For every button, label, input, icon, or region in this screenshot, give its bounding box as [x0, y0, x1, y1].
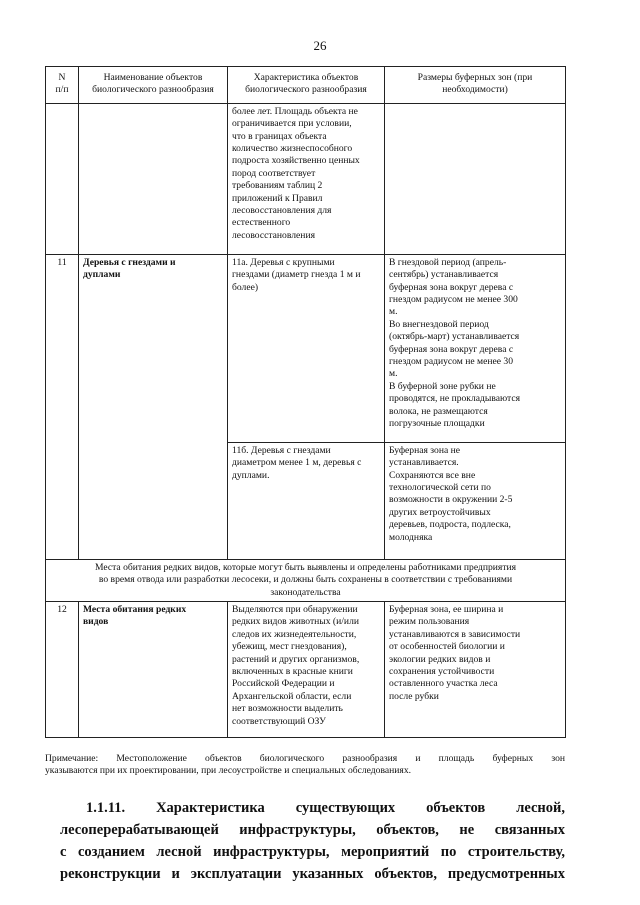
cell-characteristic: Выделяются при обнаружении редких видов животных (и/или следов их жизнедеятельности, убежищ, мест гнездования), растений и других организмов, включенных в красные книги Российской Федерации и Архангельской области, если нет возможности выделить соответствующий ОЗУ: [228, 602, 385, 738]
section-heading: [60, 797, 565, 885]
cell-characteristic: 11а. Деревья с крупными гнездами (диаметр гнезда 1 м и более): [228, 254, 385, 442]
cell-num: 11: [46, 254, 79, 559]
cell-num: [46, 103, 79, 254]
header-num: N п/п: [46, 67, 79, 104]
note-line: Примечание: Местоположение объектов биологического разнообразия и площадь буферных зон: [45, 753, 565, 764]
cell-characteristic: 11б. Деревья с гнездами диаметром менее 1 м, деревья с дуплами.: [228, 442, 385, 559]
cell-buffer: Буферная зона, ее ширина и режим пользования устанавливаются в зависимости от особенностей биологии и экологии редких видов и сохранения устойчивости оставленного участка леса после рубки: [385, 602, 566, 738]
cell-buffer: [385, 103, 566, 254]
biodiversity-table: [45, 66, 566, 738]
heading-line: реконструкции и эксплуатации указанных объектов, предусмотренных: [60, 866, 565, 882]
table-section-row: [46, 559, 566, 601]
header-buffer: Размеры буферных зон (при необходимости): [385, 67, 566, 104]
cell-buffer: Буферная зона не устанавливается. Сохраняются все вне технологической сети по возможности в окружении 2-5 других ветроустойчивых деревьев, подроста, подлеска, молодняка: [385, 442, 566, 559]
section-row-text: Места обитания редких видов, которые могут быть выявлены и определены работниками предприятия во время отвода или разработки лесосеки, и должны быть сохранены в соответствии с требованиями законодательства: [46, 559, 566, 601]
table-note: [45, 753, 565, 778]
note-line: указываются при их проектировании, при лесоустройстве и специальных обследованиях.: [45, 765, 412, 777]
table-row: [46, 103, 566, 254]
page-number: 26: [313, 38, 327, 53]
cell-name: [79, 103, 228, 254]
cell-name: Места обитания редких видов: [79, 602, 228, 738]
table-row: [46, 602, 566, 738]
heading-line: с созданием лесной инфраструктуры, мероприятий по строительству,: [60, 844, 565, 860]
cell-buffer: В гнездовой период (апрель- сентябрь) устанавливается буферная зона вокруг дерева с гнездом радиусом не менее 300 м. Во внегнездовой период (октябрь-март) устанавливается буферная зона вокруг дерева с гнездом радиусом не менее 30 м. В буферной зоне рубки не проводятся, не прокладываются волока, не размещаются погрузочные площадки: [385, 254, 566, 442]
cell-characteristic: более лет. Площадь объекта не ограничивается при условии, что в границах объекта количество жизнеспособного подроста хозяйственно ценных пород соответствует требованиям таблиц 2 приложений к Правил лесовосстановления для естественного лесовосстановления: [228, 103, 385, 254]
heading-line: лесоперерабатывающей инфраструктуры, объектов, не связанных: [60, 822, 565, 838]
heading-line: 1.1.11. Характеристика существующих объектов лесной,: [86, 800, 565, 816]
header-characteristic: Характеристика объектов биологического разнообразия: [228, 67, 385, 104]
header-name: Наименование объектов биологического разнообразия: [79, 67, 228, 104]
cell-num: 12: [46, 602, 79, 738]
table-row: [46, 254, 566, 442]
table-header-row: [46, 67, 566, 104]
cell-name: Деревья с гнездами и дуплами: [79, 254, 228, 559]
